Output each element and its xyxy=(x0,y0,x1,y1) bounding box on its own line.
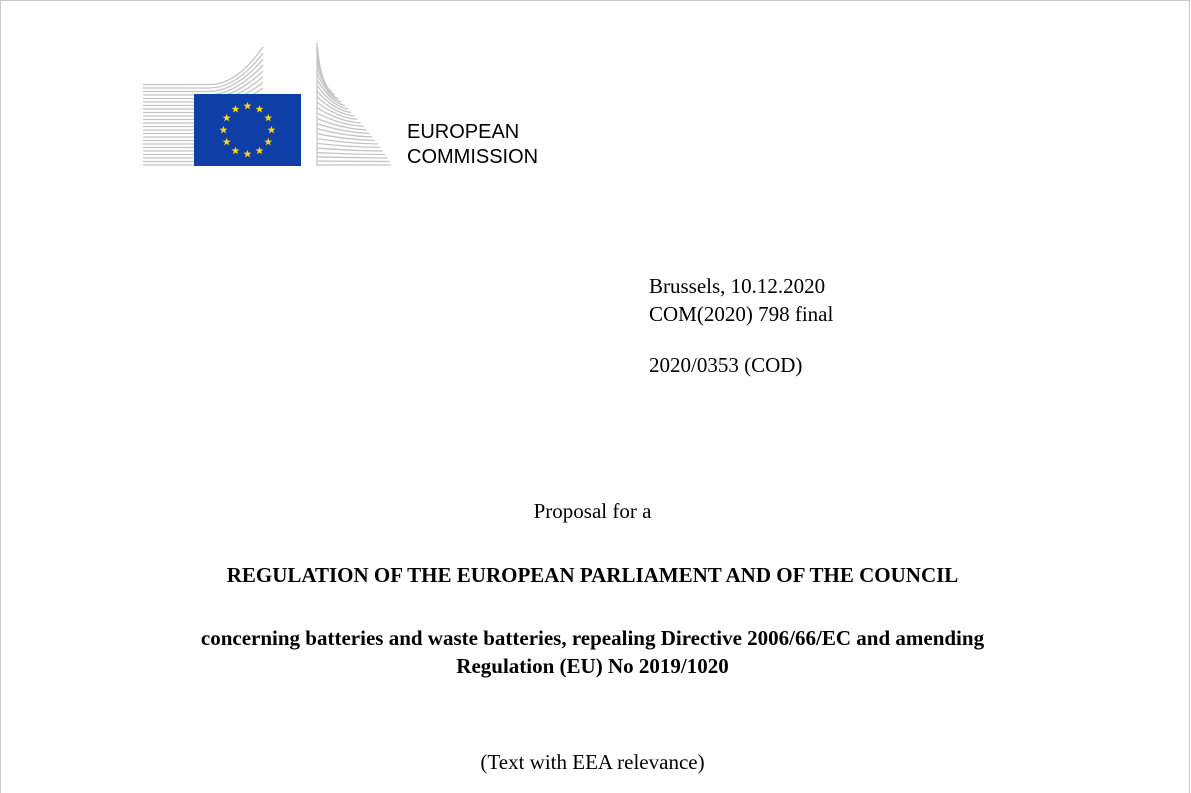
com-reference: COM(2020) 798 final xyxy=(649,302,834,326)
logo-line xyxy=(317,148,383,151)
regulation-title: REGULATION OF THE EUROPEAN PARLIAMENT AND OF THE COUNCIL xyxy=(226,563,959,587)
logo-line xyxy=(317,157,387,158)
logo-right-lines xyxy=(317,43,391,166)
logo-line xyxy=(317,124,369,134)
regulation-subject-line1: concerning batteries and waste batteries, repealing Directive 2006/66/EC and amending xyxy=(200,626,985,650)
proposal-heading: Proposal for a xyxy=(533,499,652,523)
logo-line xyxy=(317,118,367,130)
org-name-line1: EUROPEAN xyxy=(407,121,520,143)
eea-relevance-note: (Text with EEA relevance) xyxy=(480,750,705,774)
european-commission-logo xyxy=(143,41,393,167)
regulation-subject xyxy=(1,624,1184,680)
logo-line xyxy=(317,153,385,155)
logo-line xyxy=(143,59,263,91)
logo-line xyxy=(317,139,378,144)
organization-name xyxy=(407,120,538,170)
regulation-subject-line2: Regulation (EU) No 2019/1020 xyxy=(456,654,729,678)
procedure-number: 2020/0353 (COD) xyxy=(649,353,803,377)
logo-graphic xyxy=(143,41,393,167)
place-and-date: Brussels, 10.12.2020 xyxy=(649,274,826,298)
logo-line xyxy=(143,47,263,84)
logo-line xyxy=(143,53,263,88)
org-name-line2: COMMISSION xyxy=(407,146,539,168)
